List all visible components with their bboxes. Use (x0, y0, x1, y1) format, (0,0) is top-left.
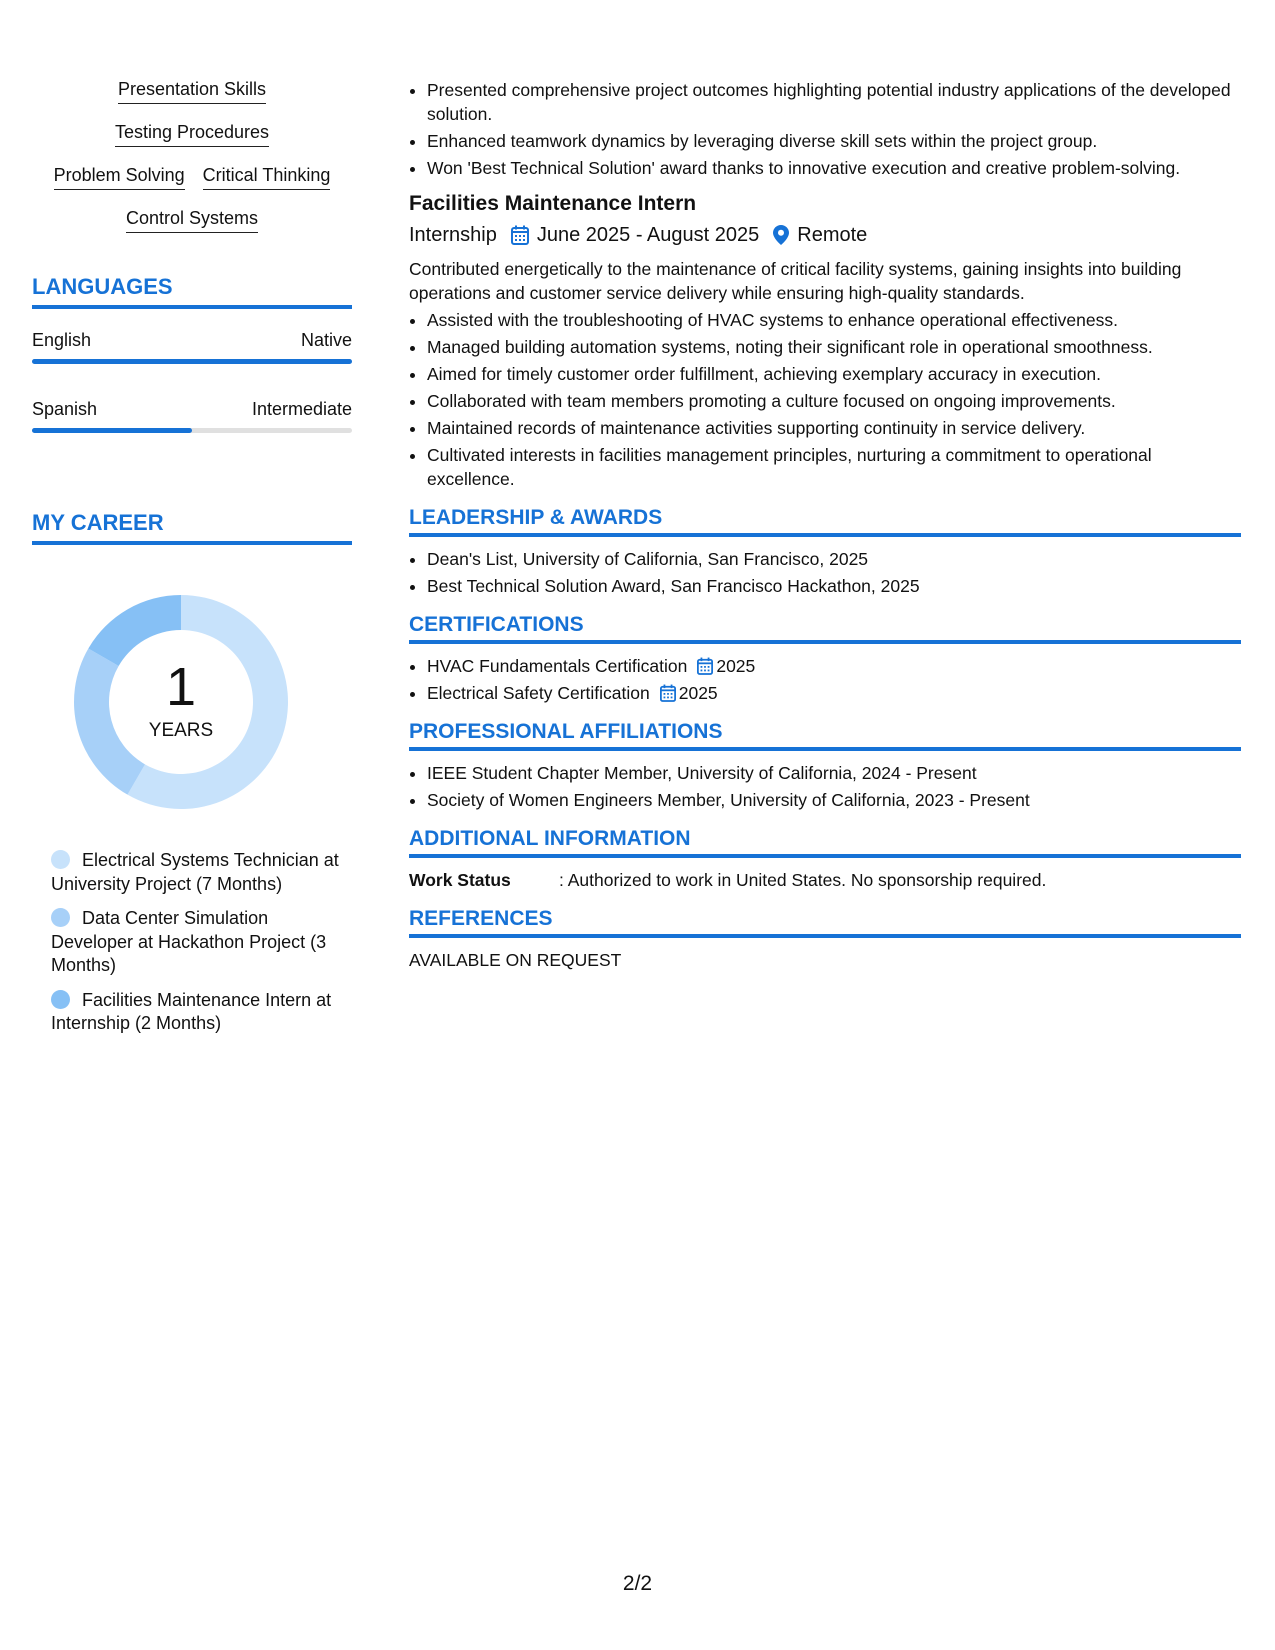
certification-item (427, 654, 1241, 678)
certification-name: Electrical Safety Certification (427, 683, 650, 703)
career-legend-label: Data Center Simulation Developer at Hackathon Project (3 Months) (51, 908, 327, 975)
affiliation-item: • Society of Women Engineers Member, University of California, 2023 - Present (427, 788, 1241, 812)
certifications-list (409, 654, 1241, 705)
job-location: Remote (797, 224, 868, 246)
languages-heading: LANGUAGES (32, 273, 352, 309)
career-legend (51, 849, 341, 1036)
skill-tag: Testing Procedures (115, 121, 269, 147)
bullet-item: • Maintained records of maintenance activities supporting continuity in service delivery. (427, 416, 1241, 440)
certification-year: 2025 (716, 656, 756, 676)
legend-dot-icon (51, 850, 70, 869)
language-bar (32, 428, 352, 433)
leadership-heading: LEADERSHIP & AWARDS (409, 505, 1241, 537)
award-item: • Best Technical Solution Award, San Francisco Hackathon, 2025 (427, 574, 1241, 598)
career-heading: MY CAREER (32, 509, 352, 545)
job-company: Internship (409, 224, 497, 246)
skill-row (32, 164, 352, 190)
affiliation-item: • IEEE Student Chapter Member, University of California, 2024 - Present (427, 761, 1241, 785)
career-legend-label: Electrical Systems Technician at University Project (7 Months) (51, 850, 339, 894)
job-title: Facilities Maintenance Intern (409, 192, 697, 215)
work-status-value: : Authorized to work in United States. No sponsorship required. (559, 870, 1047, 890)
skill-tag: Control Systems (126, 207, 258, 233)
skill-tag: Presentation Skills (118, 78, 266, 104)
career-legend-label: Facilities Maintenance Intern at Internship (2 Months) (51, 989, 332, 1033)
work-status-label: Work Status (409, 870, 511, 890)
certification-item (427, 681, 1241, 705)
career-legend-item (51, 989, 341, 1036)
job-dates: June 2025 - August 2025 (536, 224, 760, 246)
bullet-item: • Enhanced teamwork dynamics by leveraging diverse skill sets within the project group. (427, 129, 1241, 153)
certification-year: 2025 (678, 683, 718, 703)
work-status-row (409, 868, 1241, 892)
leadership-list (409, 547, 1241, 598)
career-years-number: 1 (165, 657, 197, 717)
bullet-item: • Won 'Best Technical Solution' award thanks to innovative execution and creative problem-solving. (427, 156, 1241, 180)
language-item (32, 329, 352, 364)
bullet-item: • Aimed for timely customer order fulfillment, achieving exemplary accuracy in execution. (427, 362, 1241, 386)
legend-dot-icon (51, 990, 70, 1009)
left-column (32, 78, 352, 1047)
language-level: Intermediate (251, 399, 352, 419)
career-legend-item (51, 907, 341, 978)
job-description: Contributed energetically to the maintenance of critical facility systems, gaining insights into building operations and customer service delivery while ensuring high-quality standards. (409, 259, 1182, 303)
right-column (409, 78, 1241, 972)
skill-row (32, 207, 352, 233)
additional-info-heading: ADDITIONAL INFORMATION (409, 826, 1241, 858)
skill-row (32, 78, 352, 104)
references-heading: REFERENCES (409, 906, 1241, 938)
language-name: Spanish (32, 399, 98, 419)
skill-tag: Problem Solving (54, 164, 185, 190)
references-text: AVAILABLE ON REQUEST (409, 950, 622, 970)
previous-job-bullets (409, 78, 1241, 180)
certification-name: HVAC Fundamentals Certification (427, 656, 688, 676)
affiliations-list (409, 761, 1241, 812)
location-pin-icon (773, 225, 789, 245)
bullet-item: • Assisted with the troubleshooting of HVAC systems to enhance operational effectiveness. (427, 308, 1241, 332)
language-item (32, 398, 352, 433)
legend-dot-icon (51, 908, 70, 927)
language-bar (32, 359, 352, 364)
certifications-heading: CERTIFICATIONS (409, 612, 1241, 644)
job-meta (409, 222, 1241, 248)
bullet-item: • Managed building automation systems, noting their significant role in operational smoothness. (427, 335, 1241, 359)
language-bar-fill (32, 428, 192, 433)
calendar-icon (697, 657, 713, 675)
calendar-icon (511, 225, 529, 245)
career-legend-item (51, 849, 341, 896)
language-level: Native (300, 330, 352, 350)
skill-row (32, 121, 352, 147)
language-bar-fill (32, 359, 352, 364)
skill-tag: Critical Thinking (203, 164, 331, 190)
skills-list (32, 78, 352, 233)
bullet-item: • Cultivated interests in facilities management principles, nurturing a commitment to operational excellence. (427, 443, 1241, 491)
page-number: 2/2 (622, 1572, 653, 1595)
bullet-item: • Collaborated with team members promoting a culture focused on ongoing improvements. (427, 389, 1241, 413)
affiliations-heading: PROFESSIONAL AFFILIATIONS (409, 719, 1241, 751)
career-years-unit: YEARS (148, 720, 214, 741)
award-item: • Dean's List, University of California, San Francisco, 2025 (427, 547, 1241, 571)
bullet-item: • Presented comprehensive project outcomes highlighting potential industry applications of the developed solution. (427, 78, 1241, 126)
career-donut-chart (66, 587, 296, 817)
job-bullets (409, 308, 1241, 491)
calendar-icon (660, 684, 676, 702)
language-name: English (32, 330, 92, 350)
